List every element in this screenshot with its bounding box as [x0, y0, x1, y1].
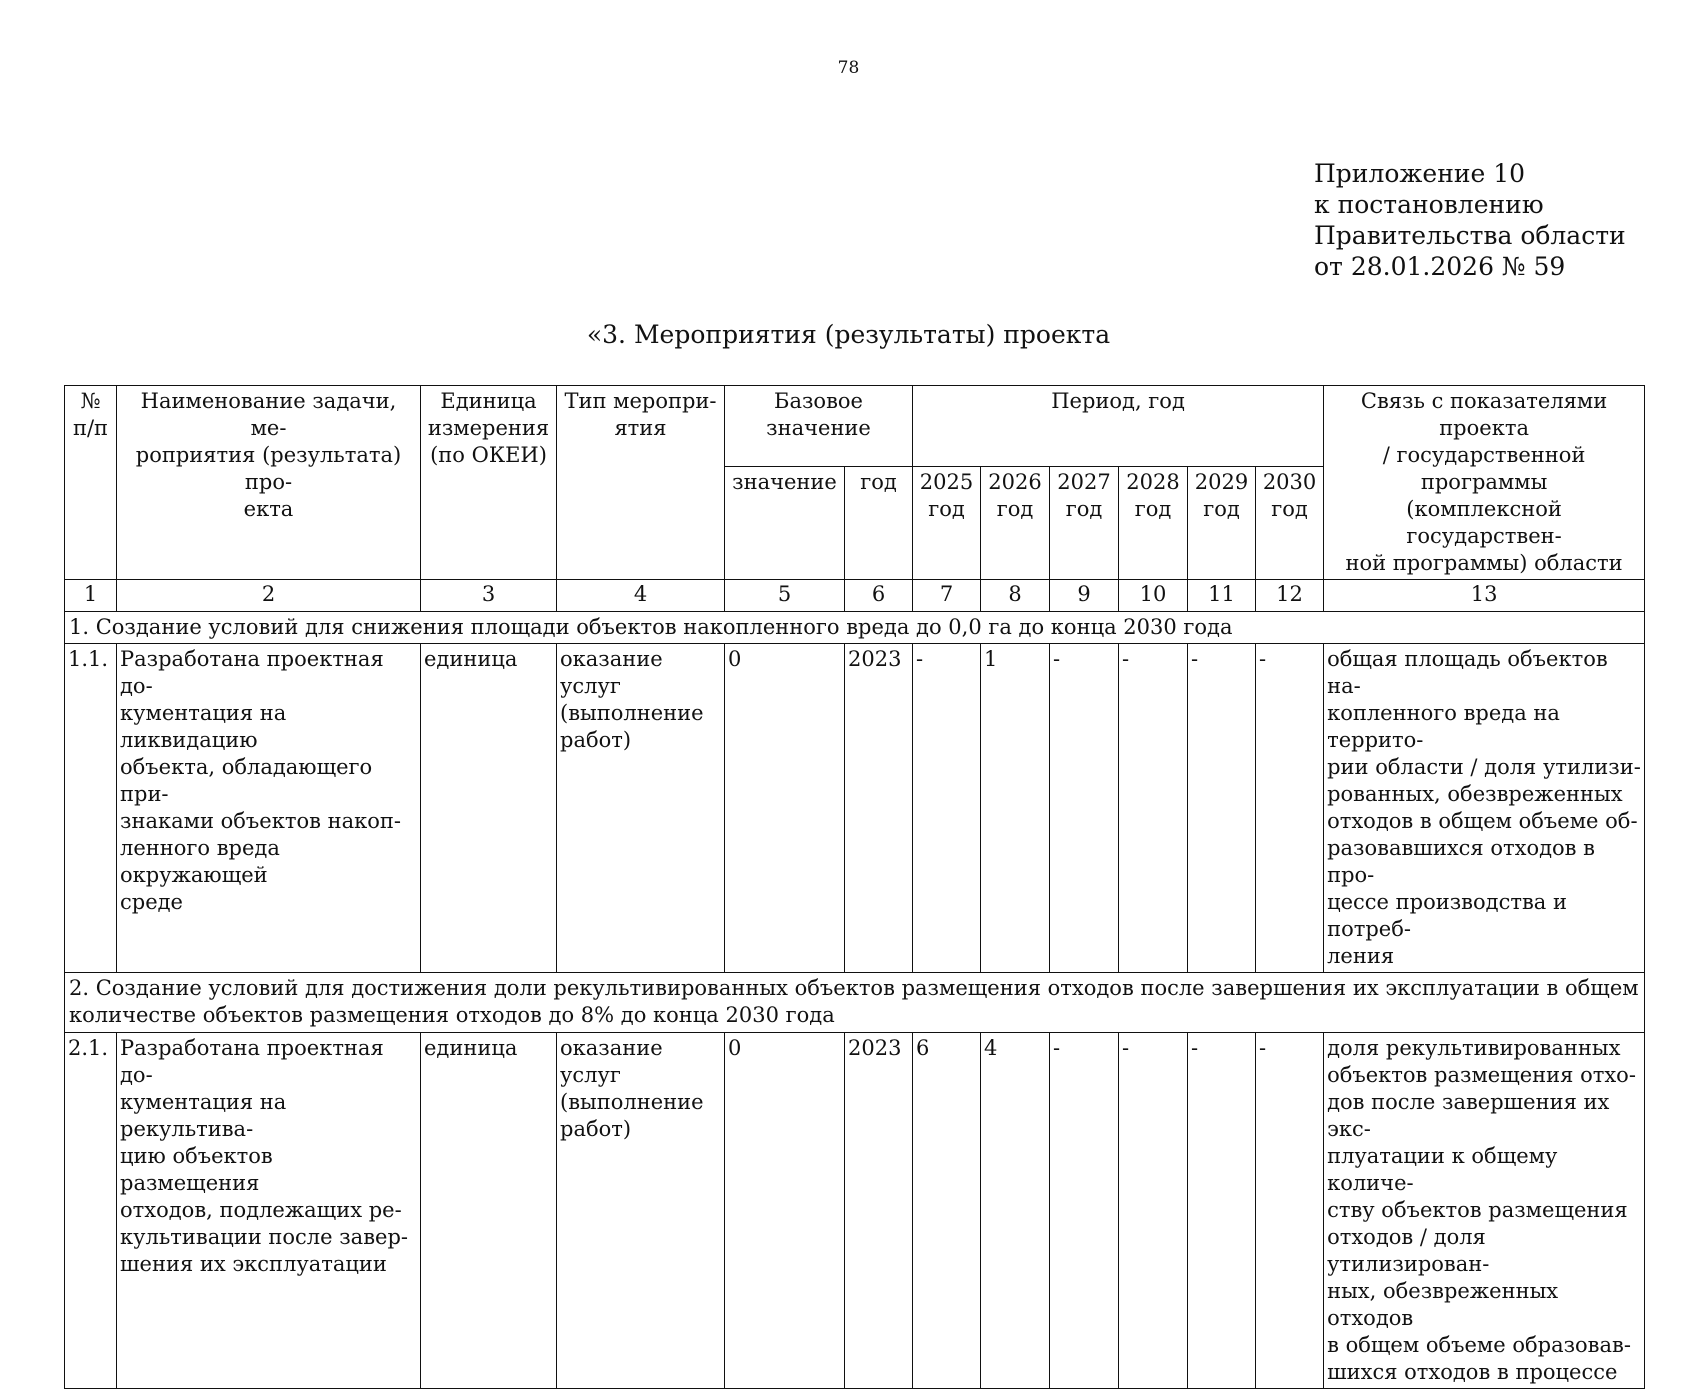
- column-number: 3: [421, 580, 557, 612]
- row-name: Разработана проектная до- кументация на ликвидацию объекта, обладающего при- знаками объектов накоп- ленного вреда окружающей среде: [117, 644, 421, 973]
- column-number: 13: [1324, 580, 1645, 612]
- document-title: «3. Мероприятия (результаты) проекта: [586, 320, 1111, 349]
- column-number: 2: [117, 580, 421, 612]
- row-unit: единица: [421, 1033, 557, 1389]
- row-type: оказание услуг (выполнение работ): [557, 1033, 725, 1389]
- appendix-line: к постановлению: [1314, 190, 1544, 219]
- row-base-value: 0: [725, 1033, 845, 1389]
- column-number: 10: [1119, 580, 1188, 612]
- row-year-value: -: [1050, 644, 1119, 973]
- table-row: [65, 644, 1645, 973]
- row-base-year: 2023: [845, 1033, 913, 1389]
- header-unit: Единица измерения (по ОКЕИ): [421, 386, 557, 580]
- row-year-value: -: [1256, 644, 1324, 973]
- events-table: [64, 385, 1645, 1389]
- header-year: 2025 год: [913, 467, 981, 580]
- header-name: Наименование задачи, ме- роприятия (результата) про- екта: [117, 386, 421, 580]
- table-row: [65, 1033, 1645, 1389]
- appendix-line: Приложение 10: [1314, 159, 1526, 188]
- row-num: 2.1.: [65, 1033, 117, 1389]
- header-base-value: значение: [725, 467, 845, 580]
- column-number: 5: [725, 580, 845, 612]
- column-number: 4: [557, 580, 725, 612]
- header-year: 2028 год: [1119, 467, 1188, 580]
- section-title: 1. Создание условий для снижения площади объектов накопленного вреда до 0,0 га до конца 2030 года: [65, 612, 1645, 644]
- row-year-value: -: [1050, 1033, 1119, 1389]
- column-number: 6: [845, 580, 913, 612]
- row-unit: единица: [421, 644, 557, 973]
- header-year: 2030 год: [1256, 467, 1324, 580]
- row-link: общая площадь объектов на- копленного вреда на террито- рии области / доля утилизи- рованных, обезвреженных отходов в общем объеме об- разовавшихся отходов в про- цессе производства и потреб- ления: [1324, 644, 1645, 973]
- header-period: Период, год: [913, 386, 1324, 467]
- row-num: 1.1.: [65, 644, 117, 973]
- row-link: доля рекультивированных объектов размещения отхо- дов после завершения их экс- плуатации к общему количе- ству объектов размещения отходов / доля утилизирован- ных, обезвреженных отходов в общем объеме образовав- шихся отходов в процессе: [1324, 1033, 1645, 1389]
- column-number: 9: [1050, 580, 1119, 612]
- row-base-value: 0: [725, 644, 845, 973]
- header-base-year: год: [845, 467, 913, 580]
- column-number: 11: [1188, 580, 1256, 612]
- row-base-year: 2023: [845, 644, 913, 973]
- row-year-value: -: [1256, 1033, 1324, 1389]
- column-number: 7: [913, 580, 981, 612]
- header-type: Тип меропри- ятия: [557, 386, 725, 580]
- header-year: 2027 год: [1050, 467, 1119, 580]
- header-year: 2029 год: [1188, 467, 1256, 580]
- header-base: Базовое значение: [725, 386, 913, 467]
- row-name: Разработана проектная до- кументация на рекультива- цию объектов размещения отходов, подлежащих ре- культивации после завер- шения их эксплуатации: [117, 1033, 421, 1389]
- appendix-line: Правительства области: [1314, 221, 1626, 250]
- row-year-value: -: [1188, 1033, 1256, 1389]
- header-num: № п/п: [65, 386, 117, 580]
- section-title: 2. Создание условий для достижения доли рекультивированных объектов размещения отходов после завершения их эксплуатации в общем количестве объектов размещения отходов до 8% до конца 2030 года: [65, 973, 1645, 1033]
- row-year-value: 4: [981, 1033, 1050, 1389]
- page-number: 78: [837, 58, 860, 78]
- row-year-value: -: [1188, 644, 1256, 973]
- column-number: 12: [1256, 580, 1324, 612]
- row-type: оказание услуг (выполнение работ): [557, 644, 725, 973]
- appendix-block: [1314, 158, 1626, 282]
- column-number: 1: [65, 580, 117, 612]
- header-year: 2026 год: [981, 467, 1050, 580]
- row-year-value: 1: [981, 644, 1050, 973]
- row-year-value: 6: [913, 1033, 981, 1389]
- column-number: 8: [981, 580, 1050, 612]
- header-link: Связь с показателями проекта / государственной программы (комплексной государствен- ной программы) области: [1324, 386, 1645, 580]
- row-year-value: -: [1119, 1033, 1188, 1389]
- row-year-value: -: [1119, 644, 1188, 973]
- row-year-value: -: [913, 644, 981, 973]
- appendix-line: от 28.01.2026 № 59: [1314, 252, 1566, 281]
